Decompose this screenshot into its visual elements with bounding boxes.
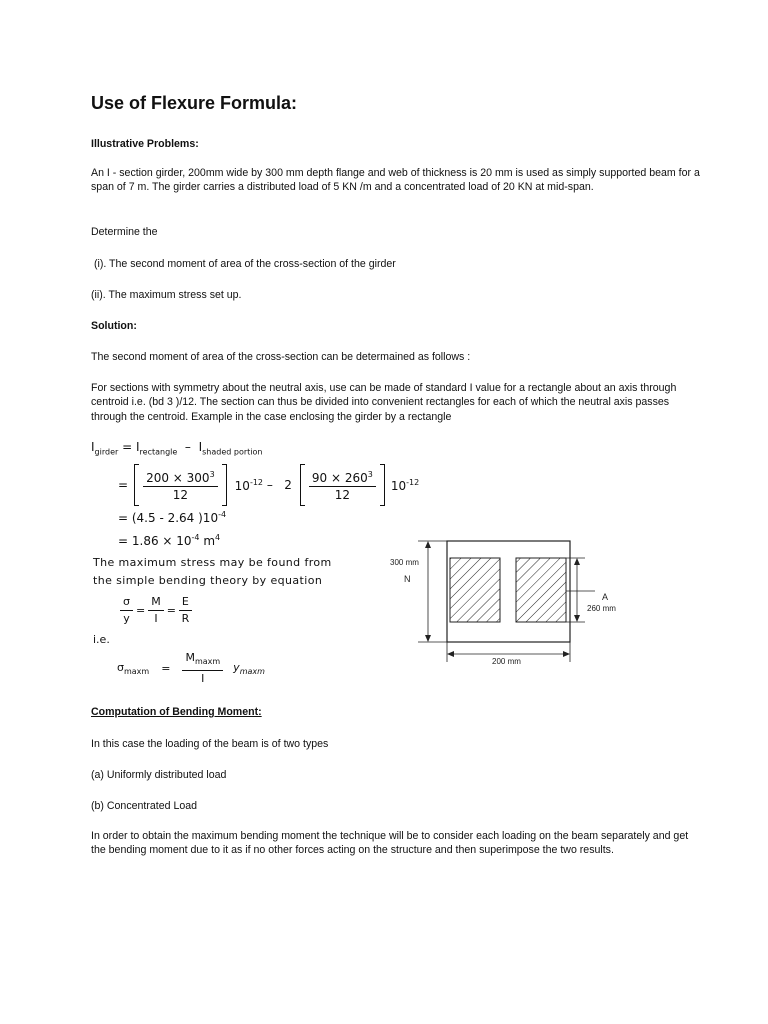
- load-type-b: (b) Concentrated Load: [91, 800, 198, 812]
- flexure-formula: $\frac{\sigma}{y}$ = $\frac{M}{I}$ = $\frac{E}{R}$: [120, 594, 192, 627]
- max-stress-formula: $\sigma_{maxm}$ = $\frac{M_{maxm}}{I}$ $y_{maxm}$: [117, 651, 265, 686]
- label-300mm: 300 mm: [390, 558, 419, 567]
- page-title: Use of Flexure Formula:: [91, 93, 298, 113]
- symmetry-paragraph: For sections with symmetry about the neutral axis, use can be made of standard I value for a rectangle about an axis through centroid i.e. (bd 3 )/12. The section can thus be divided into convenient rectangles for each of which the neutral axis passes through the centroid. Example in the case enclosing the girder by a rectangle: [91, 382, 677, 423]
- label-200mm: 200 mm: [492, 657, 521, 666]
- item-ii: (ii). The maximum stress set up.: [91, 289, 242, 301]
- problem-paragraph: An I - section girder, 200mm wide by 300 mm depth flange and web of thickness is 20 mm is used as simply supported beam for a span of 7 m. The girder carries a distributed load of 5 KN /m and a concentrated load of 20 KN at mid-span.: [91, 167, 700, 194]
- label-N: N: [404, 574, 411, 584]
- superposition-paragraph: In order to obtain the maximum bending moment the technique will be to consider each loading on the beam separately and get the bending moment due to it as if no other forces acting on the structure and then superimpose the two results.: [91, 830, 689, 857]
- bending-theory-text-1: The maximum stress may be found from: [93, 556, 332, 569]
- label-260mm: 260 mm: [587, 604, 616, 613]
- solution-heading: Solution:: [91, 320, 137, 332]
- cross-section-diagram: [380, 530, 640, 675]
- bending-moment-heading: Computation of Bending Moment:: [91, 706, 262, 718]
- equation-line-1: $I_{girder} = I_{rectangle} - I_{shaded portion}$: [91, 440, 263, 457]
- equation-line-4: = $1.86 \times 10^{-4}$ $m^4$: [118, 533, 221, 548]
- determine-text: Determine the: [91, 226, 158, 238]
- equation-line-2: = $\frac{200 \times 300^3}{12}$ $10^{-12}$ – 2 $\frac{90 \times 260^3}{12}$ $10^{-12}$: [118, 464, 419, 506]
- bending-moment-text: In this case the loading of the beam is of two types: [91, 738, 329, 750]
- shaded-portion-left: [450, 558, 500, 622]
- item-i: (i). The second moment of area of the cross-section of the girder: [91, 258, 396, 270]
- ie-text: i.e.: [93, 633, 110, 646]
- section-heading-illustrative: Illustrative Problems:: [91, 138, 199, 150]
- solution-text: The second moment of area of the cross-section can be determained as follows :: [91, 351, 471, 363]
- equation-line-3: = (4.5 - 2.64 )$10^{-4}$: [118, 510, 227, 525]
- load-type-a: (a) Uniformly distributed load: [91, 769, 227, 781]
- label-A: A: [602, 592, 609, 602]
- shaded-portion-right: [516, 558, 566, 622]
- bending-theory-text-2: the simple bending theory by equation: [93, 574, 323, 587]
